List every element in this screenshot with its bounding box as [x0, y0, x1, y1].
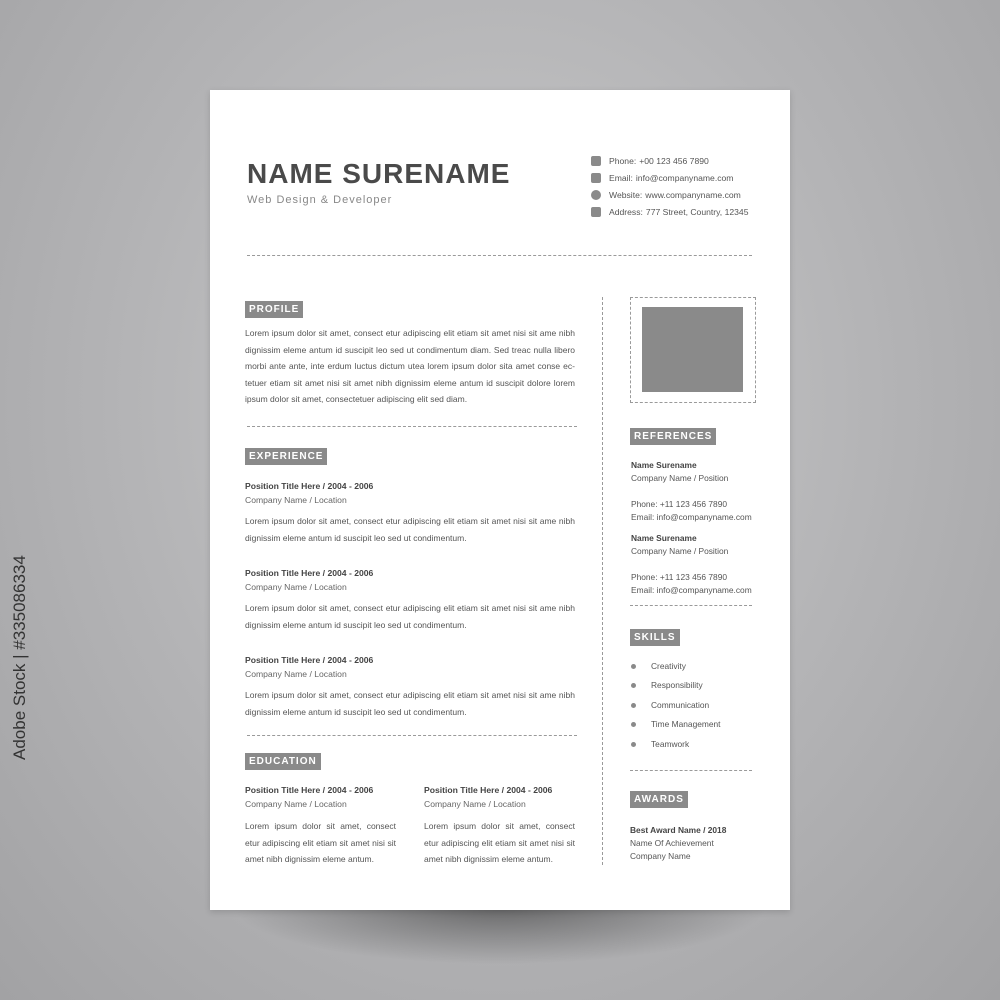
profile-heading: PROFILE — [245, 301, 303, 318]
location-icon — [591, 207, 601, 217]
bullet-icon — [631, 664, 636, 669]
bullet-icon — [631, 722, 636, 727]
education-heading: EDUCATION — [245, 753, 321, 770]
experience-text: Lorem ipsum dolor sit amet, consect etur adipiscing elit etiam sit amet nisi sit ame nibh dignissim eleme antum id suscipit leo sed ut condimentum. — [245, 690, 575, 717]
skill-item: Responsibility — [631, 680, 703, 690]
education-company: Company Name / Location — [424, 799, 526, 809]
globe-icon — [591, 190, 601, 200]
reference-position: Company Name / Position — [631, 473, 729, 483]
profile-photo-placeholder — [642, 307, 743, 392]
bullet-icon — [631, 703, 636, 708]
reference-phone: +11 123 456 7890 — [659, 572, 728, 582]
reference-phone: +11 123 456 7890 — [659, 499, 728, 509]
contact-address: Address: 777 Street, Country, 12345 — [591, 203, 748, 220]
column-divider — [602, 297, 603, 865]
reference-item: Name Surename Company Name / Position Phone: +11 123 456 7890 Email: info@companyname.com — [631, 460, 752, 522]
experience-divider — [247, 735, 577, 736]
contact-email: Email: info@companyname.com — [591, 169, 748, 186]
email-icon — [591, 173, 601, 183]
skill-item: Teamwork — [631, 739, 689, 749]
award-achievement: Name Of Achievement — [630, 838, 714, 848]
education-company: Company Name / Location — [245, 799, 347, 809]
skills-divider — [630, 770, 752, 771]
reference-email: info@companyname.com — [656, 512, 752, 522]
award-item — [630, 824, 726, 863]
resume-name: NAME SURENAME — [247, 158, 511, 189]
reference-email: info@companyname.com — [656, 585, 752, 595]
skills-heading: SKILLS — [630, 629, 680, 646]
resume-role: Web Design & Developer — [247, 194, 393, 206]
reference-name: Name Surename — [631, 460, 697, 470]
phone-icon — [591, 156, 601, 166]
experience-position: Position Title Here / 2004 - 2006 — [245, 568, 374, 578]
reference-item: Name Surename Company Name / Position Phone: +11 123 456 7890 Email: info@companyname.com — [631, 533, 752, 595]
skill-item: Time Management — [631, 719, 721, 729]
bullet-icon — [631, 742, 636, 747]
experience-position: Position Title Here / 2004 - 2006 — [245, 655, 374, 665]
skill-item: Communication — [631, 700, 709, 710]
experience-heading: EXPERIENCE — [245, 448, 327, 465]
experience-text: Lorem ipsum dolor sit amet, consect etur adipiscing elit etiam sit amet nisi sit ame nibh dignissim eleme antum id suscipit leo sed ut condimentum. — [245, 516, 575, 543]
profile-text: Lorem ipsum dolor sit amet, consect etur adipiscing elit etiam sit amet nisi sit ame nibh dignissim eleme antum id suscipit leo sed ut condimentum diam. Sed treac nulla libero morbi ante ante, inte erdum luctus dictum utea lorem ipsum dolor sita amet conse ec-tetuer etiam sit amet nisi sit amet nibh dignissim eleme antum id suscipit dolore lorem ipsum dolor sit amet, consectetuer adipiscing elit sed diam. — [245, 328, 575, 405]
references-divider — [630, 605, 752, 606]
contact-phone: Phone: +00 123 456 7890 — [591, 152, 748, 169]
experience-company: Company Name / Location — [245, 669, 347, 679]
reference-name: Name Surename — [631, 533, 697, 543]
header-divider — [247, 255, 752, 256]
references-heading: REFERENCES — [630, 428, 716, 445]
education-position: Position Title Here / 2004 - 2006 — [245, 785, 374, 795]
stock-id-text: Adobe Stock | #335086334 — [10, 555, 29, 760]
award-name: Best Award Name / 2018 — [630, 825, 727, 835]
education-position: Position Title Here / 2004 - 2006 — [424, 785, 553, 795]
contact-list — [591, 152, 748, 220]
experience-company: Company Name / Location — [245, 582, 347, 592]
bullet-icon — [631, 683, 636, 688]
skill-item: Creativity — [631, 661, 686, 671]
awards-heading: AWARDS — [630, 791, 688, 808]
experience-text: Lorem ipsum dolor sit amet, consect etur adipiscing elit etiam sit amet nisi sit ame nibh dignissim eleme antum id suscipit leo sed ut condimentum. — [245, 603, 575, 630]
reference-position: Company Name / Position — [631, 546, 729, 556]
experience-company: Company Name / Location — [245, 495, 347, 505]
education-text: Lorem ipsum dolor sit amet, consect etur adipiscing elit etiam sit amet nisi sit amet nibh dignissim eleme antum. — [245, 821, 396, 865]
page-shadow — [230, 905, 770, 965]
experience-position: Position Title Here / 2004 - 2006 — [245, 481, 374, 491]
profile-divider — [247, 426, 577, 427]
education-text: Lorem ipsum dolor sit amet, consect etur adipiscing elit etiam sit amet nisi sit amet nibh dignissim eleme antum. — [424, 821, 575, 865]
resume-page — [210, 90, 790, 910]
award-company: Company Name — [630, 851, 691, 861]
contact-website: Website: www.companyname.com — [591, 186, 748, 203]
